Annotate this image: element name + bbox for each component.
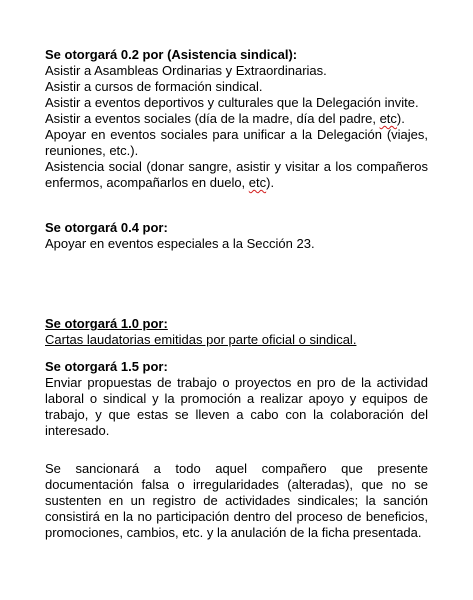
section-0-4-heading: Se otorgará 0.4 por:: [45, 220, 168, 235]
section-0-2-item-cursos: Asistir a cursos de formación sindical.: [45, 79, 263, 94]
sanction-paragraph: [45, 461, 428, 541]
section-1-0-item: Cartas laudatorias emitidas por parte oficial o sindical.: [45, 332, 357, 347]
section-1-0: [45, 316, 428, 348]
section-1-0-heading: Se otorgará 1.0 por:: [45, 316, 168, 331]
section-1-5: [45, 359, 428, 439]
section-0-2-item-eventos-sociales: Asistir a eventos sociales (día de la madre, día del padre, etc).: [45, 111, 405, 126]
section-0-2-heading: Se otorgará 0.2 por (Asistencia sindical):: [45, 47, 298, 62]
section-0-4: [45, 220, 428, 252]
section-0-2-item-eventos-deportivos: Asistir a eventos deportivos y culturales que la Delegación invite.: [45, 95, 419, 110]
section-1-5-heading: Se otorgará 1.5 por:: [45, 359, 168, 374]
section-1-5-item: Enviar propuestas de trabajo o proyectos en pro de la actividad laboral o sindical y la promoción a realizar apoyo y equipos de trabajo, y que estas se lleven a cabo con la colaboración del interesado.: [45, 375, 428, 438]
section-0-4-item: Apoyar en eventos especiales a la Sección 23.: [45, 236, 315, 251]
section-0-2-item-asambleas: Asistir a Asambleas Ordinarias y Extraordinarias.: [45, 63, 327, 78]
section-0-2-item-unificar: Apoyar en eventos sociales para unificar a la Delegación (viajes, reuniones, etc.).: [45, 127, 428, 158]
section-0-2: [45, 47, 428, 191]
section-0-2-item-asistencia-social: Asistencia social (donar sangre, asistir y visitar a los compañeros enfermos, acompañarlos en duelo, etc).: [45, 159, 428, 190]
sanction-text: Se sancionará a todo aquel compañero que presente documentación falsa o irregularidades (alteradas), que no se sustenten en un registro de actividades sindicales; la sanción consistirá en la no participación dentro del proceso de beneficios, promociones, cambios, etc. y la anulación de la ficha presentada.: [45, 461, 428, 540]
